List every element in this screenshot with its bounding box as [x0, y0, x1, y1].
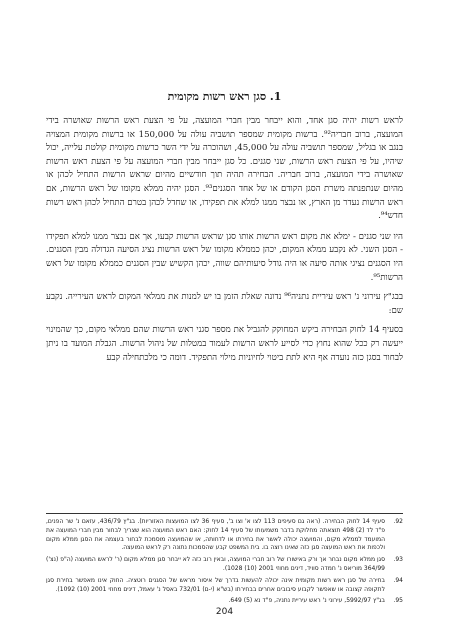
page-number: 204	[215, 607, 234, 617]
footnote-text: בחירה של סגן ראש רשות מקומית אינה יכולה להעשות בדרך של איסור מראש של הסגנים רוטציה. החוק אינו מאפשר בחירת סגן לתקופה קצובה או שאפשר לקבוע סיבובים אחרים בבחירתו (בש"א (י-ם) 732/01 באסל נ' עאמל, דינים מחוזי 2001 (10) 1092).	[46, 576, 385, 593]
paragraph: לראש רשות יהיה סגן אחד, והוא ייבחר מבין חברי המועצה, על פי הצעת ראש הרשות שאושרה בידי המועצה, ברוב חבריה⁹². ברשות מקומית שמספר תושביה עולה על 150,000 או ברשות מקומית המצויה בנגב או בגליל, שמספר תושביה עולה על 45,000, ושהוכרה על ידי השר כרשות מקומית קולטת עלייה, יכול שיהיו, על פי הצעת ראש הרשות, שני סגנים. כל סגן ייבחר מבין חברי המועצה על פי הצעת ראש הרשות שאושרה בידי המועצה, ברוב חבריה. הבחירה תהיה תוך חודשיים מהיום שראש הרשות התחיל לכהן או מהיום שנתפנתה משרת הסגן הקודם או של אחד הסגנים⁹³. הסגן יהיה ממלא מקומו של ראש הרשות, אם ראש הרשות נעדר מן הארץ, או נבצר ממנו למלא את תפקידו, או שחדל לכהן בטרם התחיל לכהן ראש רשות חדש⁹⁴.	[46, 116, 403, 222]
section-heading: 1. סגן ראש רשות מקומית	[167, 90, 282, 103]
footnote	[46, 577, 403, 595]
main-content	[46, 90, 403, 371]
footnote-number: 94.	[393, 576, 403, 584]
footnote-text: סעיף 14 לחוק הבחירה. (ראה גם סעיפים 113 לצו א' וצו ב', סעיף 36 לצו המועצות האזוריות). בג"ץ 436/79, עזאם נ' שר הפנים, פ"ד לד (2) 498 תוצאתה מחלוקת בדבר משמעותו של סעיף 14 לחוק: האם ראש המועצה הוא שצריך לבחור מבין חברי המועצה את המועמד לממלא מקום, והמועצה יכולה לאשר את בחירתו או לדחותה, או שהמועצה מוסמכת לבחור בעצמה את הסגן ממלא מקום ולכפות את ראש המועצה סגן כזה שאינו רוצה בו. בית המשפט קבע שהסמכות נתונה רק לראש המועצה.	[46, 518, 386, 552]
footnote-number: 95.	[393, 597, 403, 605]
footnote	[46, 518, 403, 553]
paragraph: היו שני סגנים - ימלא את מקום ראש הרשות אותו סגן שראש הרשות קבעו, אך אם נבצר ממנו למלא תפקידו - הסגן השני. לא נקבע ממלא המקום, יכהן כממלא מקומו של ראש הרשות נציג הסיעה הגדולה מבין הסגנים. היו הסגנים נציגי אותה סיעה או היה גודל סיעותיהם שווה, יכהן הקשיש שבין הסגנים כממלא מקומו של ראש הרשות⁹⁵.	[46, 231, 403, 283]
footnote-text: בג"ץ 5992/97, עירוני נ' ראש עיריית נתניה, פ"ד נא (5) 649.	[228, 597, 385, 605]
footnote	[46, 556, 403, 574]
footnote-text: סגן ממלא מקום נבחר אך ורק באישורו של רוב חברי המועצה, ובאין רוב כזה לא ייבחר סגן ממלא מקום (ר' לראש המועצה (ה"פ (נצ') 364/99 מוריאס נ' חמדה סוויד, דינים מחוזי 2001 (10) 1028).	[46, 556, 385, 572]
footnote-number: 92.	[393, 518, 403, 525]
footnote	[46, 597, 403, 606]
footnote-number: 93.	[393, 556, 403, 564]
paragraph: בסעיף 14 לחוק הבחירה ביקש המחוקק להגביל את מספר סגני ראש הרשות שהם ממלאי מקום, כך שהמינוי ייעשה רק ככל שהוא נחוץ כדי לסייע לראש הרשות לעמוד במטלות של ניהול הרשות. הגבלת המועד בו ניתן לבחור בסגן כזה נועדה אף היא לתת ביטוי לחיוניות מילוי התפקיד. דומה כי מלכתחילה קבע	[46, 325, 403, 363]
paragraph: בבג"ץ עירוני נ' ראש עיריית נתניה⁹⁶ נדונה שאלת הזמן בו יש למנות את ממלאי המקום לראש העירייה. נקבע שם:	[46, 292, 403, 316]
footnote-divider	[46, 513, 403, 514]
footnotes	[46, 518, 403, 609]
